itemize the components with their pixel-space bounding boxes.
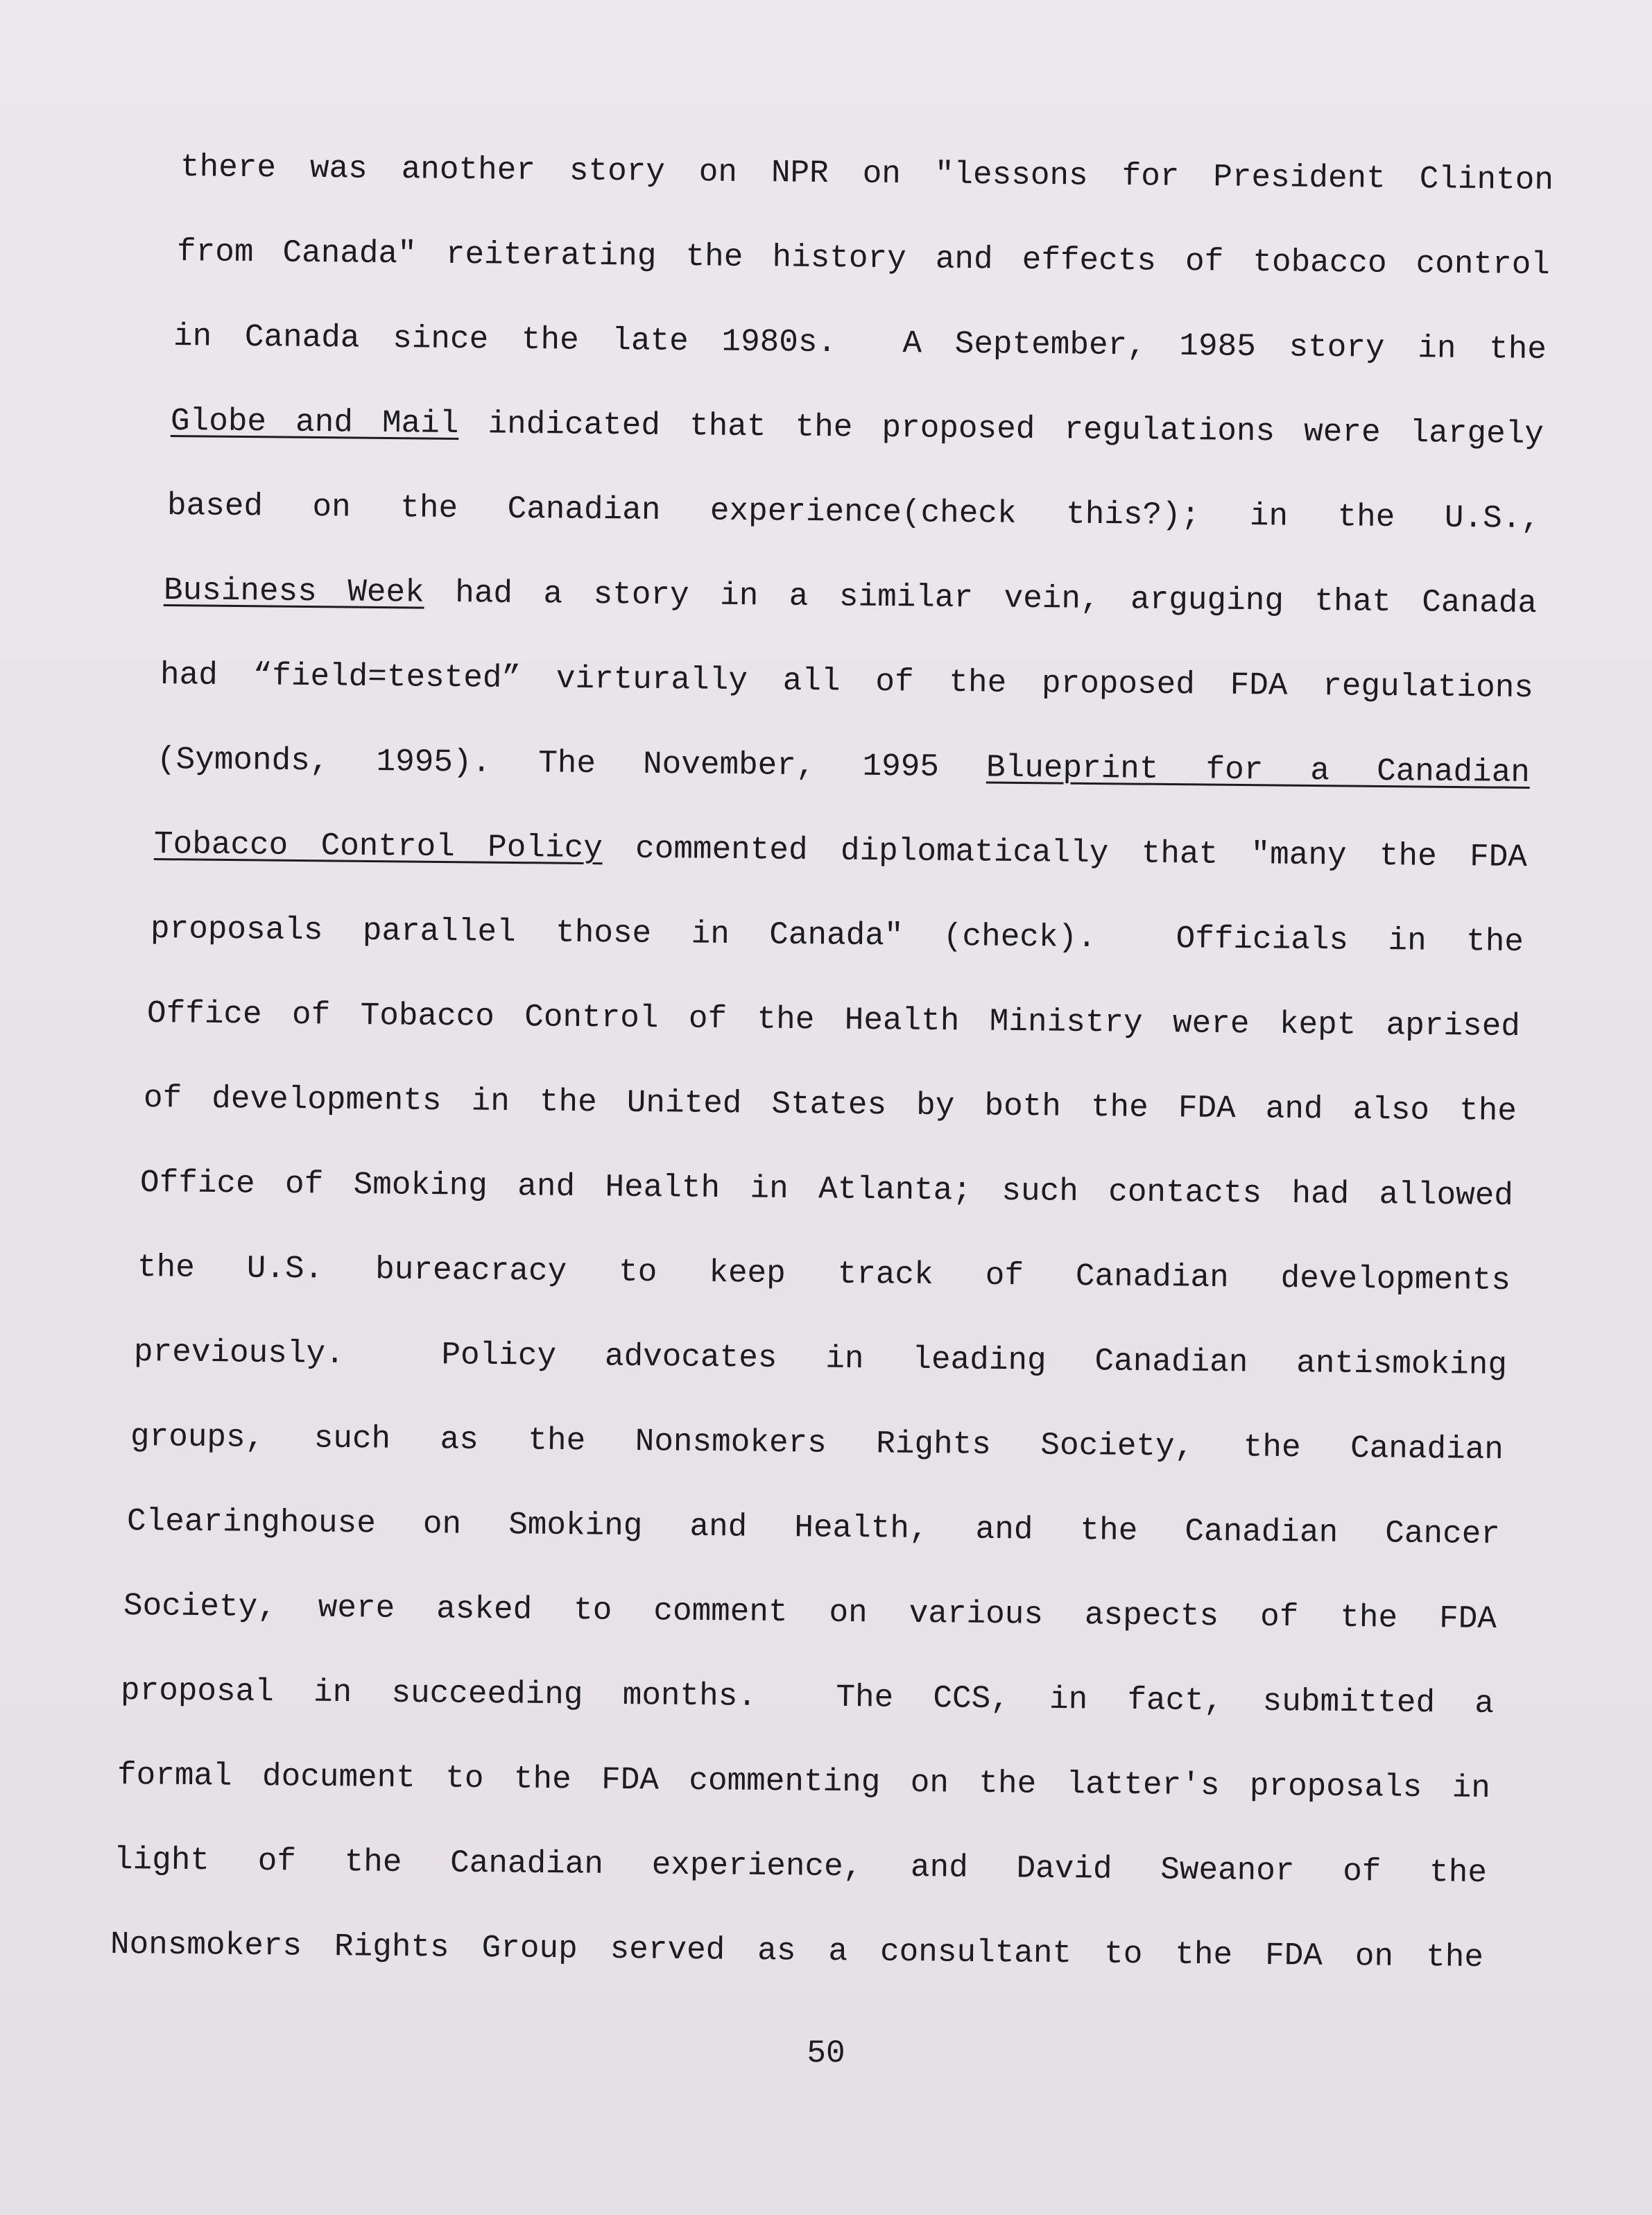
text-segment: the U.S. bureacracy to keep track of Canadian developments (137, 1249, 1511, 1299)
text-segment: had “field=tested” virturally all of the proposed FDA regulations (160, 657, 1534, 707)
text-segment: indicated that the proposed regulations were largely (458, 405, 1545, 453)
text-segment: Nonsmokers Rights Group served as a consultant to the FDA on the (110, 1926, 1484, 1976)
text-segment: light of the Canadian experience, and David Sweanor of the (113, 1842, 1488, 1892)
underlined-title: Business Week (163, 572, 424, 611)
text-line (173, 294, 1547, 392)
text-line (146, 971, 1520, 1069)
text-line (176, 209, 1550, 307)
text-segment: had a story in a similar vein, arguging that Canada (424, 574, 1538, 622)
text-line (160, 633, 1533, 730)
text-line (150, 887, 1524, 984)
text-segment: previously. Policy advocates in leading Canadian antismoking (133, 1334, 1508, 1384)
text-line (166, 463, 1540, 561)
text-line (143, 1056, 1517, 1154)
text-segment: there was another story on NPR on "lessons for President Clinton (180, 149, 1554, 199)
underlined-title: Tobacco Control Policy (153, 826, 603, 867)
text-segment: Society, were asked to comment on various aspects of the FDA (123, 1588, 1497, 1638)
text-segment: in Canada since the late 1980s. A September, 1985 story in the (173, 318, 1547, 368)
underlined-title: Blueprint for a Canadian (986, 749, 1531, 792)
text-line (137, 1225, 1511, 1323)
text-segment: groups, such as the Nonsmokers Rights Society, the Canadian (130, 1419, 1504, 1469)
text-segment: proposal in succeeding months. The CCS, in fact, submitted a (120, 1673, 1495, 1722)
text-segment: Office of Smoking and Health in Atlanta; such contacts had allowed (139, 1165, 1514, 1215)
text-line (163, 548, 1537, 646)
page-number: 50 (807, 2035, 845, 2071)
text-line (110, 1902, 1483, 2000)
text-line (123, 1564, 1497, 1661)
body-text (110, 125, 1554, 1987)
text-segment: proposals parallel those in Canada" (check). Officials in the (150, 911, 1524, 961)
text-line (139, 1140, 1513, 1238)
text-line (156, 717, 1530, 815)
text-segment: formal document to the FDA commenting on the latter's proposals in (117, 1757, 1491, 1807)
text-segment: based on the Canadian experience(check this?); in the U.S., (166, 488, 1541, 538)
text-line (120, 1648, 1494, 1746)
text-line (170, 379, 1544, 477)
text-line (133, 1310, 1507, 1408)
text-line (153, 802, 1527, 900)
text-segment: from Canada" reiterating the history and effects of tobacco control (176, 234, 1551, 284)
text-segment: (Symonds, 1995). The November, 1995 (156, 742, 987, 786)
underlined-title: Globe and Mail (170, 403, 459, 442)
text-segment: Clearinghouse on Smoking and Health, and the Canadian Cancer (126, 1503, 1501, 1553)
text-line (130, 1394, 1504, 1492)
text-segment: commented diplomatically that "many the FDA (602, 830, 1528, 876)
text-segment: of developments in the United States by both the FDA and also the (143, 1080, 1517, 1130)
text-line (180, 125, 1554, 223)
text-line (113, 1818, 1487, 1915)
text-segment: Office of Tobacco Control of the Health Ministry were kept aprised (146, 995, 1521, 1045)
text-line (126, 1479, 1500, 1577)
text-line (117, 1733, 1490, 1831)
